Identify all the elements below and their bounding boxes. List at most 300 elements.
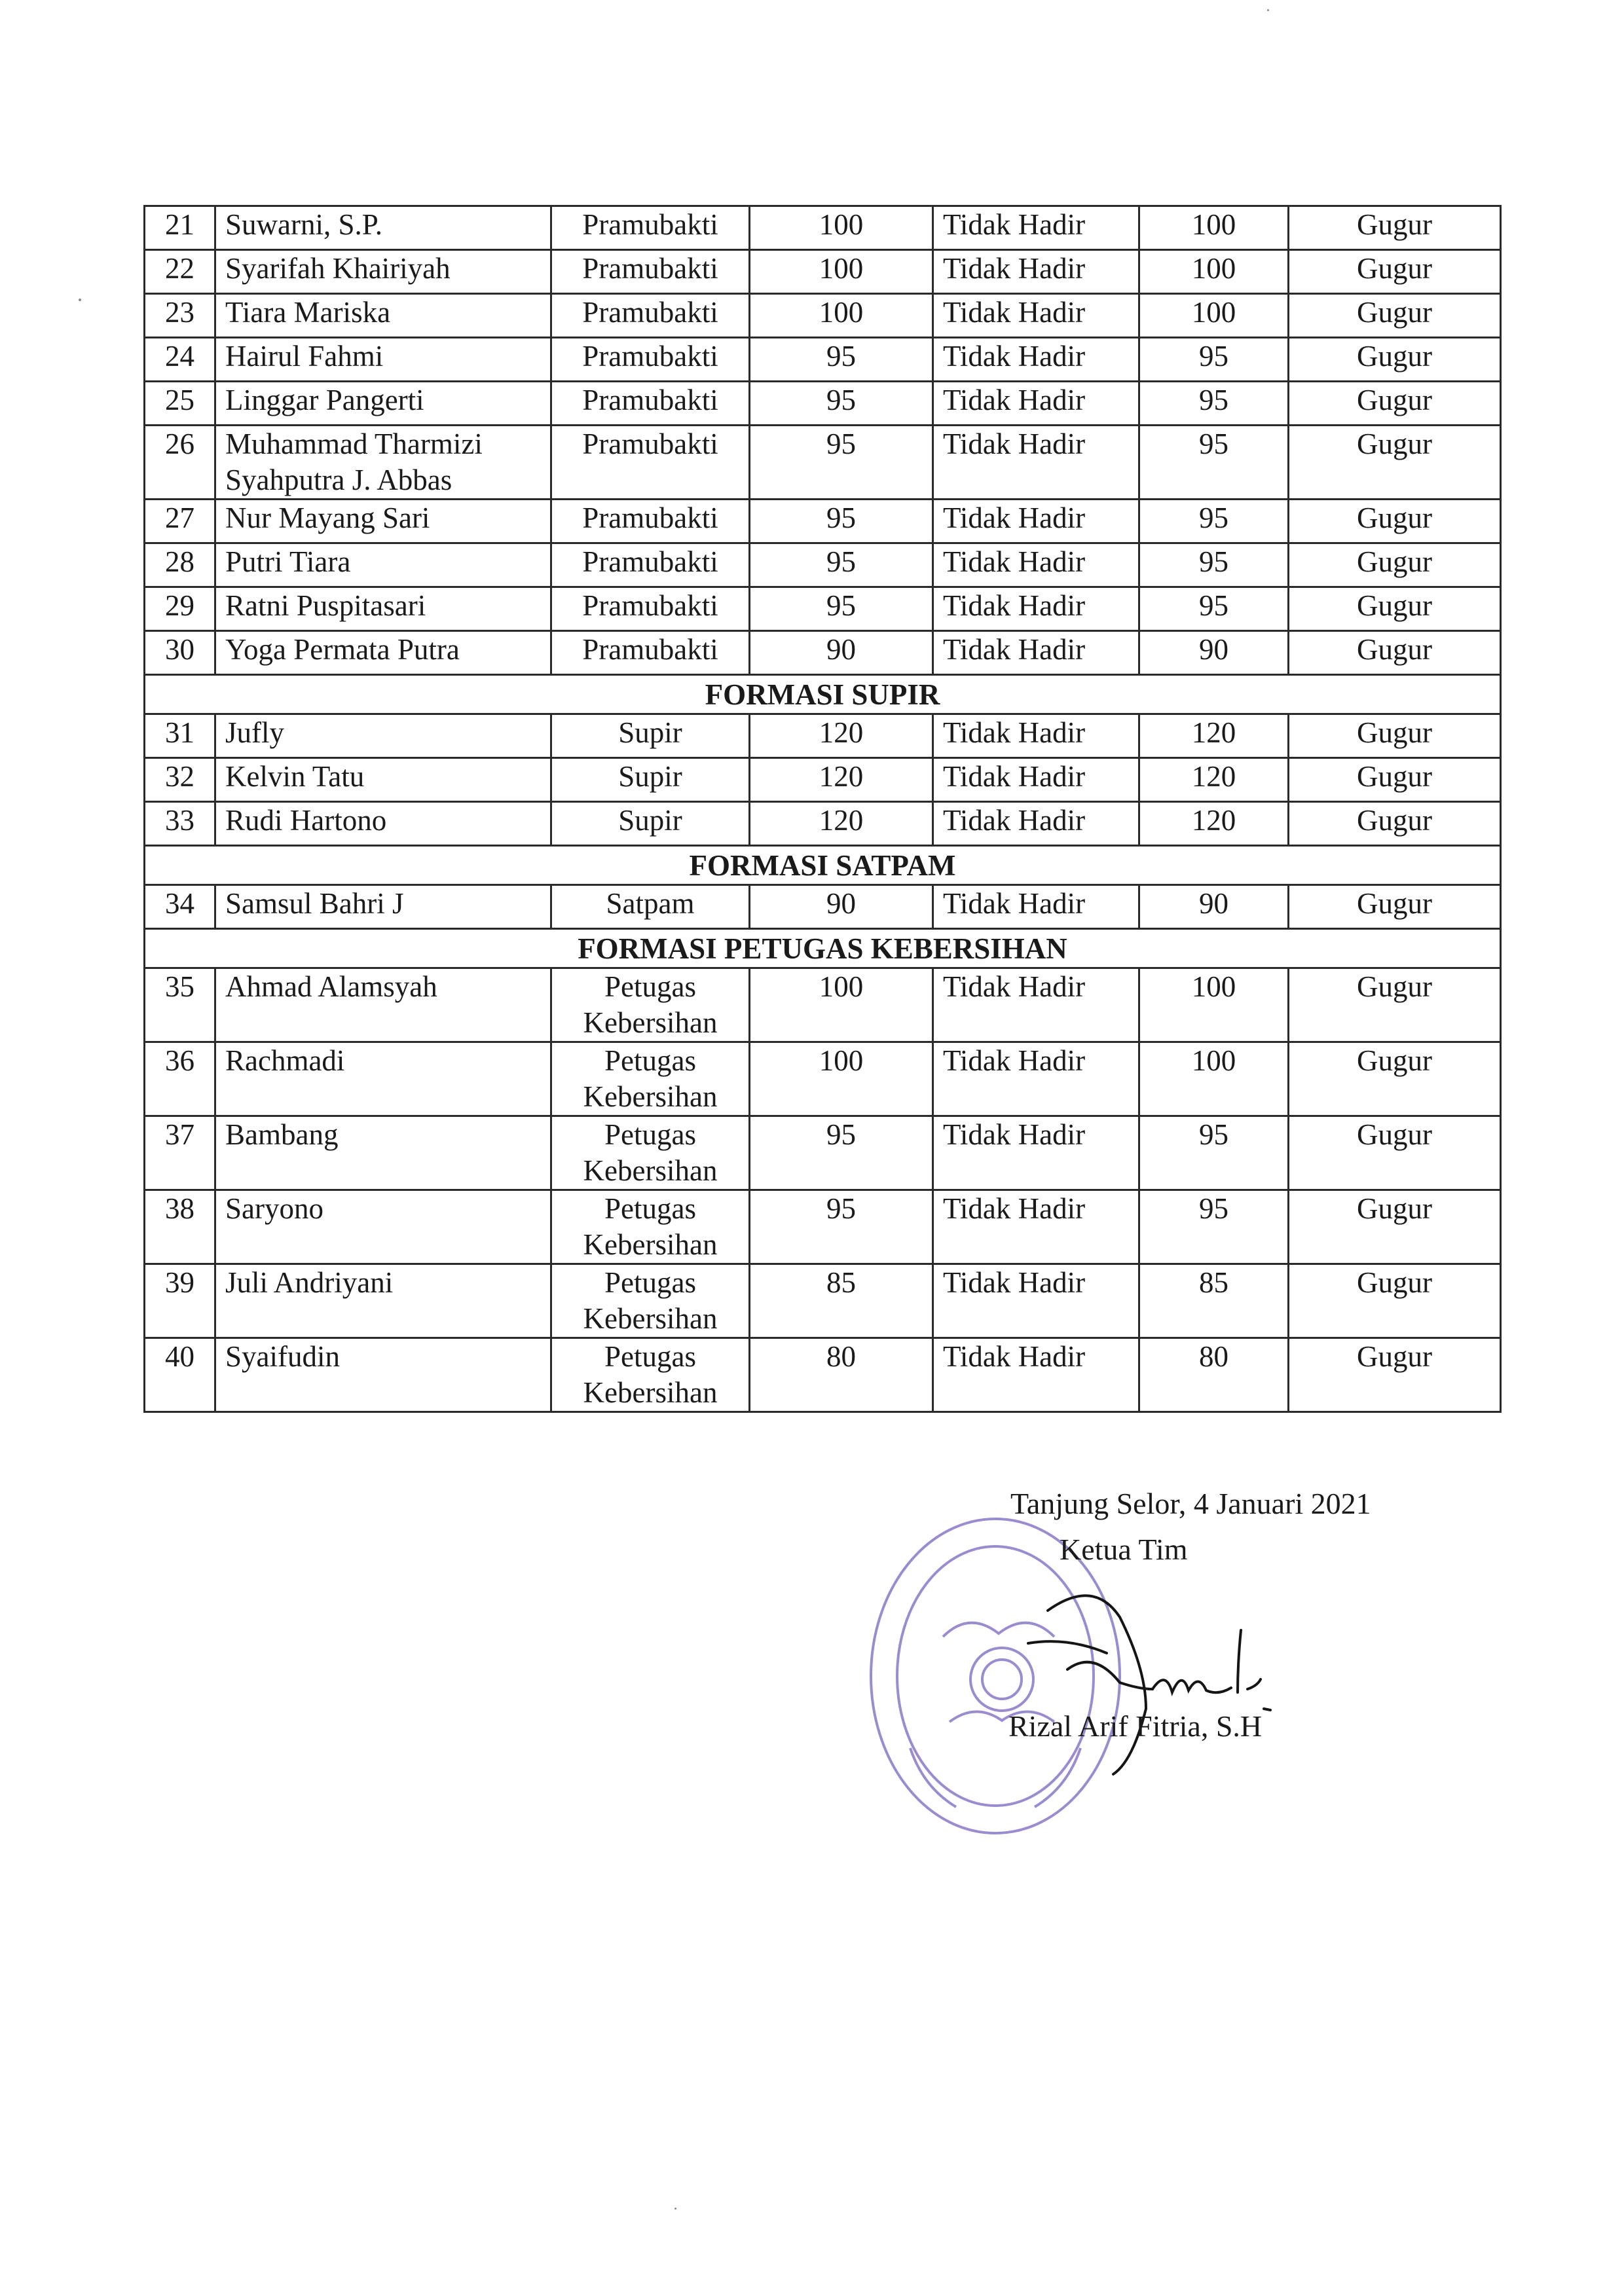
cell-position xyxy=(551,250,750,294)
cell-name xyxy=(215,758,551,802)
cell-result xyxy=(1289,294,1501,338)
cell-score xyxy=(750,250,933,294)
cell-result-text: Gugur xyxy=(1357,501,1432,534)
cell-score xyxy=(750,968,933,1042)
cell-name-text: Muhammad Tharmizi xyxy=(225,428,483,460)
cell-score-text: 80 xyxy=(826,1340,856,1373)
cell-number xyxy=(145,1338,215,1412)
cell-final-score-text: 95 xyxy=(1199,1192,1228,1225)
cell-score xyxy=(750,426,933,500)
cell-attendance xyxy=(933,968,1139,1042)
cell-name xyxy=(215,714,551,758)
cell-result xyxy=(1289,885,1501,929)
cell-attendance-text: Tidak Hadir xyxy=(943,545,1086,578)
cell-score xyxy=(750,1338,933,1412)
cell-result xyxy=(1289,758,1501,802)
cell-position-text-line2: Kebersihan xyxy=(583,1228,718,1261)
cell-score-text: 85 xyxy=(826,1266,856,1299)
cell-name-text: Syaifudin xyxy=(225,1340,340,1373)
cell-attendance-text: Tidak Hadir xyxy=(943,296,1086,329)
cell-final-score-text: 95 xyxy=(1199,384,1228,416)
cell-attendance xyxy=(933,250,1139,294)
cell-final-score-text: 120 xyxy=(1191,716,1236,749)
cell-final-score xyxy=(1139,426,1289,500)
cell-position-text: Supir xyxy=(618,760,682,793)
table-row xyxy=(145,382,1501,426)
cell-attendance-text: Tidak Hadir xyxy=(943,1340,1086,1373)
cell-score-text: 90 xyxy=(826,633,856,666)
table-row xyxy=(145,1116,1501,1190)
cell-position xyxy=(551,382,750,426)
cell-number-text: 28 xyxy=(165,545,194,578)
cell-score-text: 100 xyxy=(819,1044,864,1077)
cell-attendance xyxy=(933,1190,1139,1264)
cell-attendance-text: Tidak Hadir xyxy=(943,501,1086,534)
cell-attendance-text: Tidak Hadir xyxy=(943,716,1086,749)
cell-attendance xyxy=(933,338,1139,382)
table-row xyxy=(145,631,1501,675)
cell-score-text: 120 xyxy=(819,804,864,837)
cell-attendance-text: Tidak Hadir xyxy=(943,887,1086,920)
cell-score xyxy=(750,543,933,587)
cell-name-text: Juli Andriyani xyxy=(225,1266,394,1299)
cell-position-text: Supir xyxy=(618,716,682,749)
cell-number-text: 31 xyxy=(165,716,194,749)
cell-result-text: Gugur xyxy=(1357,1044,1432,1077)
cell-position xyxy=(551,543,750,587)
cell-attendance-text: Tidak Hadir xyxy=(943,970,1086,1003)
cell-score xyxy=(750,885,933,929)
cell-number xyxy=(145,631,215,675)
cell-name-text: Tiara Mariska xyxy=(225,296,391,329)
cell-attendance-text: Tidak Hadir xyxy=(943,384,1086,416)
cell-score xyxy=(750,1116,933,1190)
cell-attendance-text: Tidak Hadir xyxy=(943,340,1086,373)
cell-position xyxy=(551,631,750,675)
cell-attendance-text: Tidak Hadir xyxy=(943,208,1086,241)
cell-score xyxy=(750,206,933,250)
cell-final-score xyxy=(1139,543,1289,587)
cell-number-text: 21 xyxy=(165,208,194,241)
section-header-row xyxy=(145,846,1501,885)
cell-score-text: 90 xyxy=(826,887,856,920)
cell-score xyxy=(750,338,933,382)
cell-position-text-line2: Kebersihan xyxy=(583,1302,718,1335)
cell-result xyxy=(1289,587,1501,631)
cell-number-text: 30 xyxy=(165,633,194,666)
cell-attendance-text: Tidak Hadir xyxy=(943,428,1086,460)
cell-attendance xyxy=(933,758,1139,802)
cell-result-text: Gugur xyxy=(1357,804,1432,837)
table-row xyxy=(145,1264,1501,1338)
cell-result-text: Gugur xyxy=(1357,208,1432,241)
cell-result xyxy=(1289,338,1501,382)
cell-final-score-text: 90 xyxy=(1199,887,1228,920)
cell-result xyxy=(1289,1042,1501,1116)
cell-score-text: 95 xyxy=(826,384,856,416)
cell-number xyxy=(145,802,215,846)
cell-score-text: 100 xyxy=(819,970,864,1003)
cell-position xyxy=(551,714,750,758)
scan-speck xyxy=(1267,9,1269,11)
cell-number-text: 23 xyxy=(165,296,194,329)
cell-name-text-line2: Syahputra J. Abbas xyxy=(225,464,452,496)
cell-final-score xyxy=(1139,1264,1289,1338)
cell-attendance-text: Tidak Hadir xyxy=(943,1044,1086,1077)
cell-score xyxy=(750,802,933,846)
table-row xyxy=(145,758,1501,802)
cell-score-text: 95 xyxy=(826,501,856,534)
cell-position xyxy=(551,1190,750,1264)
cell-name xyxy=(215,294,551,338)
cell-result xyxy=(1289,500,1501,543)
cell-name-text: Jufly xyxy=(225,716,284,749)
cell-final-score xyxy=(1139,1338,1289,1412)
cell-attendance-text: Tidak Hadir xyxy=(943,1266,1086,1299)
cell-name-text: Suwarni, S.P. xyxy=(225,208,383,241)
cell-attendance xyxy=(933,294,1139,338)
cell-final-score xyxy=(1139,294,1289,338)
cell-number xyxy=(145,885,215,929)
cell-final-score-text: 95 xyxy=(1199,589,1228,622)
cell-attendance-text: Tidak Hadir xyxy=(943,1192,1086,1225)
table-row xyxy=(145,294,1501,338)
cell-name xyxy=(215,885,551,929)
cell-number xyxy=(145,714,215,758)
cell-result-text: Gugur xyxy=(1357,589,1432,622)
cell-position-text: Supir xyxy=(618,804,682,837)
cell-position-text: Satpam xyxy=(606,887,695,920)
cell-number-text: 32 xyxy=(165,760,194,793)
cell-score xyxy=(750,714,933,758)
cell-attendance-text: Tidak Hadir xyxy=(943,804,1086,837)
cell-result xyxy=(1289,631,1501,675)
cell-number-text: 22 xyxy=(165,252,194,285)
table-row xyxy=(145,206,1501,250)
cell-attendance xyxy=(933,543,1139,587)
cell-attendance xyxy=(933,1264,1139,1338)
cell-position xyxy=(551,885,750,929)
cell-attendance-text: Tidak Hadir xyxy=(943,1118,1086,1151)
cell-name-text: Kelvin Tatu xyxy=(225,760,365,793)
cell-name-text: Linggar Pangerti xyxy=(225,384,424,416)
table-row xyxy=(145,500,1501,543)
cell-final-score xyxy=(1139,206,1289,250)
cell-result-text: Gugur xyxy=(1357,970,1432,1003)
cell-name-text: Putri Tiara xyxy=(225,545,351,578)
cell-score-text: 100 xyxy=(819,252,864,285)
cell-result-text: Gugur xyxy=(1357,1118,1432,1151)
cell-name-text: Rachmadi xyxy=(225,1044,345,1077)
cell-final-score-text: 100 xyxy=(1191,1044,1236,1077)
cell-score xyxy=(750,1042,933,1116)
cell-position-text: Pramubakti xyxy=(582,252,718,285)
cell-attendance xyxy=(933,631,1139,675)
cell-final-score xyxy=(1139,885,1289,929)
cell-attendance xyxy=(933,587,1139,631)
cell-result xyxy=(1289,206,1501,250)
cell-result xyxy=(1289,714,1501,758)
cell-name xyxy=(215,1190,551,1264)
cell-number-text: 27 xyxy=(165,501,194,534)
cell-name xyxy=(215,587,551,631)
cell-number xyxy=(145,500,215,543)
cell-position-text: Petugas xyxy=(604,1340,696,1373)
cell-final-score-text: 95 xyxy=(1199,428,1228,460)
cell-final-score xyxy=(1139,631,1289,675)
cell-score-text: 120 xyxy=(819,716,864,749)
cell-position xyxy=(551,758,750,802)
cell-result-text: Gugur xyxy=(1357,252,1432,285)
cell-score xyxy=(750,294,933,338)
cell-position xyxy=(551,968,750,1042)
cell-result xyxy=(1289,1338,1501,1412)
cell-attendance-text: Tidak Hadir xyxy=(943,760,1086,793)
table-row xyxy=(145,714,1501,758)
cell-attendance-text: Tidak Hadir xyxy=(943,633,1086,666)
cell-result-text: Gugur xyxy=(1357,296,1432,329)
cell-score xyxy=(750,500,933,543)
cell-number-text: 29 xyxy=(165,589,194,622)
cell-attendance xyxy=(933,1042,1139,1116)
cell-name xyxy=(215,543,551,587)
cell-score-text: 95 xyxy=(826,1192,856,1225)
table-row xyxy=(145,1338,1501,1412)
cell-result xyxy=(1289,1264,1501,1338)
cell-number-text: 37 xyxy=(165,1118,194,1151)
cell-name xyxy=(215,1264,551,1338)
cell-position-text-line2: Kebersihan xyxy=(583,1006,718,1039)
cell-attendance xyxy=(933,802,1139,846)
cell-number xyxy=(145,382,215,426)
cell-result xyxy=(1289,1116,1501,1190)
cell-score-text: 120 xyxy=(819,760,864,793)
table-row xyxy=(145,802,1501,846)
cell-position xyxy=(551,338,750,382)
cell-position-text: Pramubakti xyxy=(582,340,718,373)
cell-final-score xyxy=(1139,802,1289,846)
cell-result-text: Gugur xyxy=(1357,633,1432,666)
cell-attendance-text: Tidak Hadir xyxy=(943,589,1086,622)
cell-position-text: Pramubakti xyxy=(582,208,718,241)
cell-position-text: Pramubakti xyxy=(582,296,718,329)
signature-block xyxy=(864,1473,1454,1866)
cell-position xyxy=(551,1116,750,1190)
cell-result-text: Gugur xyxy=(1357,384,1432,416)
cell-final-score-text: 120 xyxy=(1191,760,1236,793)
table-row xyxy=(145,1190,1501,1264)
cell-number xyxy=(145,587,215,631)
cell-position-text-line2: Kebersihan xyxy=(583,1154,718,1187)
cell-final-score-text: 95 xyxy=(1199,545,1228,578)
signature-name: Rizal Arif Fitria, S.H xyxy=(1008,1709,1263,1743)
table-row xyxy=(145,587,1501,631)
cell-final-score-text: 80 xyxy=(1199,1340,1228,1373)
cell-number xyxy=(145,758,215,802)
cell-name-text: Nur Mayang Sari xyxy=(225,501,430,534)
table-row xyxy=(145,885,1501,929)
cell-result-text: Gugur xyxy=(1357,340,1432,373)
cell-result xyxy=(1289,1190,1501,1264)
table-row xyxy=(145,426,1501,500)
cell-name-text: Saryono xyxy=(225,1192,323,1225)
cell-position xyxy=(551,294,750,338)
cell-final-score xyxy=(1139,338,1289,382)
cell-number-text: 34 xyxy=(165,887,194,920)
cell-position xyxy=(551,206,750,250)
cell-position xyxy=(551,587,750,631)
cell-number-text: 33 xyxy=(165,804,194,837)
cell-name xyxy=(215,206,551,250)
cell-position xyxy=(551,500,750,543)
cell-name xyxy=(215,1116,551,1190)
cell-number xyxy=(145,426,215,500)
cell-position-text: Pramubakti xyxy=(582,428,718,460)
cell-score-text: 95 xyxy=(826,545,856,578)
cell-score-text: 95 xyxy=(826,428,856,460)
scan-speck xyxy=(79,299,81,301)
cell-attendance xyxy=(933,885,1139,929)
cell-number xyxy=(145,338,215,382)
cell-position-text: Petugas xyxy=(604,1118,696,1151)
cell-result-text: Gugur xyxy=(1357,760,1432,793)
cell-position-text: Pramubakti xyxy=(582,545,718,578)
cell-score xyxy=(750,758,933,802)
cell-result xyxy=(1289,802,1501,846)
cell-position-text: Pramubakti xyxy=(582,633,718,666)
cell-attendance-text: Tidak Hadir xyxy=(943,252,1086,285)
cell-attendance xyxy=(933,206,1139,250)
cell-result-text: Gugur xyxy=(1357,1192,1432,1225)
cell-attendance xyxy=(933,500,1139,543)
cell-position xyxy=(551,1338,750,1412)
cell-final-score-text: 95 xyxy=(1199,1118,1228,1151)
cell-name-text: Hairul Fahmi xyxy=(225,340,384,373)
cell-result-text: Gugur xyxy=(1357,1266,1432,1299)
cell-final-score xyxy=(1139,587,1289,631)
cell-number-text: 38 xyxy=(165,1192,194,1225)
cell-name xyxy=(215,338,551,382)
cell-number-text: 40 xyxy=(165,1340,194,1373)
cell-number-text: 39 xyxy=(165,1266,194,1299)
cell-result-text: Gugur xyxy=(1357,716,1432,749)
cell-final-score xyxy=(1139,500,1289,543)
cell-result xyxy=(1289,382,1501,426)
cell-name-text: Syarifah Khairiyah xyxy=(225,252,451,285)
cell-final-score-text: 95 xyxy=(1199,340,1228,373)
cell-attendance xyxy=(933,1116,1139,1190)
cell-name xyxy=(215,500,551,543)
section-header-row xyxy=(145,929,1501,968)
cell-name-text: Yoga Permata Putra xyxy=(225,633,460,666)
section-title: FORMASI SUPIR xyxy=(145,675,1501,714)
cell-position-text: Pramubakti xyxy=(582,589,718,622)
cell-name-text: Samsul Bahri J xyxy=(225,887,404,920)
signature-scribble-icon xyxy=(950,1539,1290,1781)
cell-final-score-text: 90 xyxy=(1199,633,1228,666)
cell-number xyxy=(145,1264,215,1338)
cell-name xyxy=(215,802,551,846)
cell-position xyxy=(551,1042,750,1116)
table-row xyxy=(145,338,1501,382)
cell-name xyxy=(215,968,551,1042)
cell-final-score xyxy=(1139,250,1289,294)
cell-score-text: 100 xyxy=(819,208,864,241)
cell-position-text: Petugas xyxy=(604,1192,696,1225)
table-row xyxy=(145,543,1501,587)
cell-name-text: Rudi Hartono xyxy=(225,804,387,837)
cell-result xyxy=(1289,426,1501,500)
cell-number xyxy=(145,1042,215,1116)
cell-number-text: 24 xyxy=(165,340,194,373)
cell-number xyxy=(145,968,215,1042)
cell-final-score xyxy=(1139,1116,1289,1190)
table-row xyxy=(145,968,1501,1042)
cell-final-score-text: 95 xyxy=(1199,501,1228,534)
cell-position-text-line2: Kebersihan xyxy=(583,1376,718,1409)
cell-name xyxy=(215,1042,551,1116)
table-row xyxy=(145,250,1501,294)
cell-position xyxy=(551,802,750,846)
cell-position xyxy=(551,1264,750,1338)
cell-number xyxy=(145,206,215,250)
cell-score xyxy=(750,1264,933,1338)
cell-number xyxy=(145,543,215,587)
cell-final-score-text: 100 xyxy=(1191,208,1236,241)
cell-name-text: Ratni Puspitasari xyxy=(225,589,426,622)
cell-result xyxy=(1289,968,1501,1042)
cell-number xyxy=(145,294,215,338)
cell-name-text: Bambang xyxy=(225,1118,339,1151)
cell-final-score-text: 120 xyxy=(1191,804,1236,837)
cell-position-text: Petugas xyxy=(604,1044,696,1077)
cell-name xyxy=(215,1338,551,1412)
scan-speck xyxy=(674,2208,676,2210)
cell-number xyxy=(145,250,215,294)
table-row xyxy=(145,1042,1501,1116)
cell-score-text: 95 xyxy=(826,1118,856,1151)
cell-final-score xyxy=(1139,1190,1289,1264)
cell-score xyxy=(750,1190,933,1264)
cell-final-score xyxy=(1139,1042,1289,1116)
cell-position-text: Pramubakti xyxy=(582,501,718,534)
cell-name-text: Ahmad Alamsyah xyxy=(225,970,437,1003)
cell-attendance xyxy=(933,714,1139,758)
cell-name xyxy=(215,426,551,500)
section-header-row xyxy=(145,675,1501,714)
cell-number-text: 35 xyxy=(165,970,194,1003)
cell-position-text: Petugas xyxy=(604,970,696,1003)
cell-result-text: Gugur xyxy=(1357,887,1432,920)
cell-position-text: Pramubakti xyxy=(582,384,718,416)
cell-result xyxy=(1289,543,1501,587)
cell-result xyxy=(1289,250,1501,294)
cell-score xyxy=(750,631,933,675)
cell-attendance xyxy=(933,426,1139,500)
cell-result-text: Gugur xyxy=(1357,545,1432,578)
cell-name xyxy=(215,250,551,294)
signature-place-date: Tanjung Selor, 4 Januari 2021 xyxy=(1010,1487,1371,1520)
cell-final-score xyxy=(1139,382,1289,426)
cell-score-text: 95 xyxy=(826,589,856,622)
cell-score xyxy=(750,587,933,631)
cell-score xyxy=(750,382,933,426)
cell-number-text: 26 xyxy=(165,428,194,460)
cell-position xyxy=(551,426,750,500)
cell-final-score xyxy=(1139,968,1289,1042)
cell-attendance xyxy=(933,1338,1139,1412)
cell-final-score xyxy=(1139,758,1289,802)
